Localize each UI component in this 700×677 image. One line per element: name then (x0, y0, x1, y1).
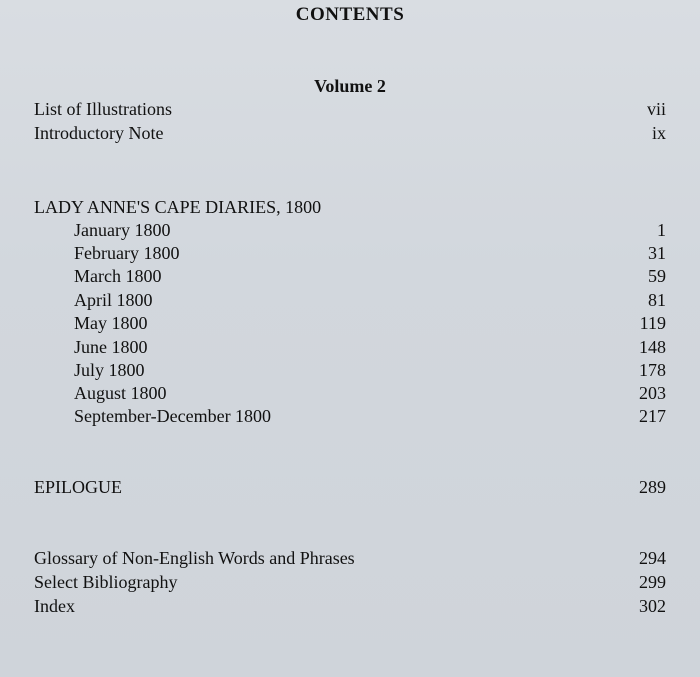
page-title: CONTENTS (295, 4, 405, 25)
toc-entry-february[interactable] (34, 241, 666, 265)
toc-entry-label: List of Illustrations (34, 99, 172, 119)
toc-entry-label: August 1800 (74, 383, 167, 403)
toc-entry-page: 1 (657, 220, 666, 240)
toc-entry-page: 81 (648, 290, 666, 310)
toc-entry-label: January 1800 (74, 220, 171, 240)
toc-entry-september-december[interactable] (34, 404, 666, 428)
toc-entry-august[interactable] (34, 381, 666, 405)
toc-entry-page: 148 (639, 337, 666, 357)
toc-entry-label: February 1800 (74, 243, 180, 263)
toc-entry-page: 302 (639, 596, 666, 616)
toc-entry-page: ix (651, 123, 666, 143)
toc-entry-label: Index (34, 596, 75, 616)
toc-entry-page: 294 (639, 548, 666, 568)
toc-entry-label: July 1800 (74, 360, 145, 380)
volume-heading: Volume 2 (314, 76, 386, 96)
toc-entry-list-of-illustrations[interactable] (34, 97, 666, 121)
toc-entry-label: April 1800 (74, 290, 153, 310)
toc-entry-page: 178 (639, 360, 666, 380)
toc-entry-select-bibliography[interactable] (34, 570, 666, 594)
toc-entry-march[interactable] (34, 264, 666, 288)
toc-entry-label: EPILOGUE (34, 477, 122, 497)
toc-section-label: LADY ANNE'S CAPE DIARIES, 1800 (34, 197, 322, 217)
toc-entry-page: 299 (639, 572, 666, 592)
toc-section-cape-diaries[interactable] (34, 195, 666, 219)
toc-entry-page: vii (646, 99, 666, 119)
toc-entry-june[interactable] (34, 335, 666, 359)
toc-entry-january[interactable] (34, 218, 666, 242)
toc-entry-page: 59 (648, 266, 666, 286)
toc-entry-page: 31 (648, 243, 666, 263)
toc-entry-page: 203 (639, 383, 666, 403)
toc-entry-epilogue[interactable] (34, 475, 666, 499)
toc-entry-page: 289 (639, 477, 666, 497)
toc-entry-label: June 1800 (74, 337, 148, 357)
toc-entry-label: Glossary of Non-English Words and Phrases (34, 548, 355, 568)
toc-entry-page: 217 (639, 406, 666, 426)
toc-entry-label: September-December 1800 (74, 406, 272, 426)
toc-entry-may[interactable] (34, 311, 666, 335)
toc-entry-index[interactable] (34, 594, 666, 618)
toc-entry-july[interactable] (34, 358, 666, 382)
toc-entry-page: 119 (639, 313, 666, 333)
toc-entry-glossary[interactable] (34, 546, 666, 570)
toc-entry-label: Select Bibliography (34, 572, 178, 592)
toc-entry-label: May 1800 (74, 313, 148, 333)
toc-entry-label: March 1800 (74, 266, 162, 286)
toc-entry-label: Introductory Note (34, 123, 164, 143)
toc-entry-april[interactable] (34, 288, 666, 312)
toc-entry-introductory-note[interactable] (34, 121, 666, 145)
